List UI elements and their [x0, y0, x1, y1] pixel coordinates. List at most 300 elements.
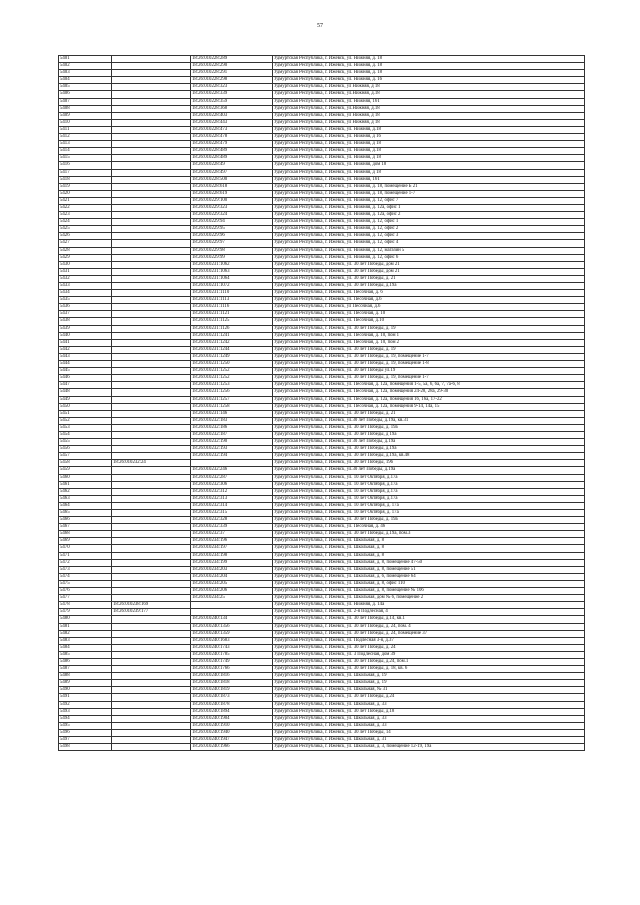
row-number-cell: 5470 — [59, 545, 112, 552]
land-cadastral-number-cell: 18:26:010238:169 — [112, 602, 191, 609]
building-cadastral-number-cell: 18:26:010229:99 — [191, 254, 273, 261]
building-cadastral-number-cell: 18:26:010240:1894 — [191, 708, 273, 715]
land-cadastral-number-cell — [112, 169, 191, 176]
table-row — [59, 524, 585, 531]
table-row — [59, 488, 585, 495]
building-cadastral-number-cell: 18:26:010231:1244 — [191, 346, 273, 353]
land-cadastral-number-cell — [112, 531, 191, 538]
building-cadastral-number-cell: 18:26:010232:328 — [191, 517, 273, 524]
land-cadastral-number-cell — [112, 91, 191, 98]
address-cell: Удмуртская Республика, г. Ижевск, ул. Нижняя, д. 12, офис 6 — [273, 254, 585, 261]
table-row — [59, 495, 585, 502]
building-cadastral-number-cell: 18:26:010229:100 — [191, 197, 273, 204]
address-cell: Удмуртская Республика, г. Ижевск, ул Нижняя, д 18 — [273, 112, 585, 119]
row-number-cell: 5411 — [59, 126, 112, 133]
address-cell: Удмуртская Республика, г. Ижевск, ул. Школьная, д. 33 — [273, 715, 585, 722]
row-number-cell: 5437 — [59, 311, 112, 318]
address-cell: Удмуртская Республика, г. Ижевск, ул.Нижняя, д.18 — [273, 91, 585, 98]
table-row — [59, 417, 585, 424]
address-cell: Удмуртская Республика, г. Ижевск, ул. 30 лет Победы, д. 19а — [273, 517, 585, 524]
address-cell: Удмуртская Республика, г. Ижевск, ул. 30 лет Победы, 19б — [273, 460, 585, 467]
building-cadastral-number-cell: 18:26:010229:95 — [191, 226, 273, 233]
table-row — [59, 566, 585, 573]
row-number-cell: 5415 — [59, 155, 112, 162]
address-cell: Удмуртская Республика, г. Ижевск, ул. Нижняя, 16Т — [273, 98, 585, 105]
table-row — [59, 424, 585, 431]
building-cadastral-number-cell: 18:26:010231:1257 — [191, 396, 273, 403]
address-cell: Удмуртская Республика, г. Ижевск, ул. Школьная, д. 3, помещение 12-19, 19а — [273, 744, 585, 751]
row-number-cell: 5448 — [59, 389, 112, 396]
address-cell: Удмуртская Республика, г. Ижевск, ул. Школьная, № 31 — [273, 687, 585, 694]
address-cell: Удмуртская Республика, г. Ижевск, ул. Нижняя, д. 18, помещение Б 21 — [273, 183, 585, 190]
land-cadastral-number-cell — [112, 673, 191, 680]
land-cadastral-number-cell — [112, 623, 191, 630]
building-cadastral-number-cell: 18:26:010231:1063 — [191, 268, 273, 275]
land-cadastral-number-cell — [112, 226, 191, 233]
building-cadastral-number-cell: 18:26:010232:339 — [191, 524, 273, 531]
address-cell: Удмуртская Республика, г. Ижевск, ул. 30 лет Победы, д. 19, помещение 1-7 — [273, 353, 585, 360]
land-cadastral-number-cell — [112, 680, 191, 687]
table-row — [59, 616, 585, 623]
table-row — [59, 304, 585, 311]
land-cadastral-number-cell — [112, 722, 191, 729]
row-number-cell: 5422 — [59, 204, 112, 211]
row-number-cell: 5461 — [59, 481, 112, 488]
address-cell: Удмуртская Республика, г. Ижевск, ул. Нижняя, д 18 — [273, 169, 585, 176]
row-number-cell: 5467 — [59, 524, 112, 531]
row-number-cell: 5429 — [59, 254, 112, 261]
land-cadastral-number-cell — [112, 701, 191, 708]
land-cadastral-number-cell — [112, 183, 191, 190]
table-row — [59, 91, 585, 98]
address-cell: Удмуртская Республика, г. Ижевск, ул. 30 лет Победы, д. 24, пом. 4 — [273, 623, 585, 630]
address-cell: Удмуртская Республика, г. Ижевск, ул. Нижняя, д.18 — [273, 126, 585, 133]
building-cadastral-number-cell: 18:26:010231:1249 — [191, 353, 273, 360]
row-number-cell: 5423 — [59, 212, 112, 219]
land-cadastral-number-cell — [112, 687, 191, 694]
building-cadastral-number-cell: 18:26:010240:1878 — [191, 701, 273, 708]
row-number-cell: 5417 — [59, 169, 112, 176]
table-row — [59, 56, 585, 63]
address-cell: Удмуртская Республика, г. Ижевск, ул. Нижняя, д.18 — [273, 148, 585, 155]
land-cadastral-number-cell — [112, 446, 191, 453]
row-number-cell: 5493 — [59, 708, 112, 715]
row-number-cell: 5473 — [59, 566, 112, 573]
land-cadastral-number-cell — [112, 715, 191, 722]
building-cadastral-number-cell: 18:26:010240:1785 — [191, 651, 273, 658]
building-cadastral-number-cell: 18:26:010240:1947 — [191, 737, 273, 744]
land-cadastral-number-cell — [112, 510, 191, 517]
building-cadastral-number-cell: 18:26:010234:203 — [191, 566, 273, 573]
land-cadastral-number-cell — [112, 297, 191, 304]
address-cell: Удмуртская Республика, г. Ижевск, ул. Нижняя, д 18 — [273, 155, 585, 162]
table-row — [59, 197, 585, 204]
table-row — [59, 382, 585, 389]
land-cadastral-number-cell — [112, 538, 191, 545]
table-row — [59, 545, 585, 552]
address-cell: Удмуртская Республика, г. Ижевск, ул. 30 лет Победы, д. 19 — [273, 325, 585, 332]
table-row — [59, 353, 585, 360]
building-cadastral-number-cell: 18:26:010234:206 — [191, 588, 273, 595]
address-cell: Удмуртская Республика, г. Ижевск, ул. Школьная, дом № 6, помещение 2 — [273, 595, 585, 602]
row-number-cell: 5452 — [59, 417, 112, 424]
building-cadastral-number-cell: 18:26:010231:1252 — [191, 375, 273, 382]
table-row — [59, 701, 585, 708]
row-number-cell: 5486 — [59, 658, 112, 665]
address-cell: Удмуртская Республика, г. Ижевск, ул. Школьная, д. 19 — [273, 680, 585, 687]
address-cell: Удмуртская Республика, г. Ижевск, ул. Нижняя, д. 12, офис 2 — [273, 226, 585, 233]
building-cadastral-number-cell: 18:26:010231:1241 — [191, 332, 273, 339]
building-cadastral-number-cell: 18:26:010240:1749 — [191, 658, 273, 665]
table-row — [59, 283, 585, 290]
table-row — [59, 666, 585, 673]
land-cadastral-number-cell — [112, 346, 191, 353]
land-cadastral-number-cell — [112, 389, 191, 396]
land-cadastral-number-cell: 18:26:010232:24 — [112, 460, 191, 467]
table-row — [59, 722, 585, 729]
table-row — [59, 240, 585, 247]
row-number-cell: 5498 — [59, 744, 112, 751]
address-cell: Удмуртская Республика, г. Ижевск, ул. Нижняя, д. 12, офис 1 — [273, 219, 585, 226]
land-cadastral-number-cell — [112, 176, 191, 183]
land-cadastral-number-cell — [112, 566, 191, 573]
row-number-cell: 5483 — [59, 637, 112, 644]
row-number-cell: 5444 — [59, 361, 112, 368]
building-cadastral-number-cell: 18:26:010231:146 — [191, 410, 273, 417]
land-cadastral-number-cell — [112, 637, 191, 644]
address-cell: Удмуртская Республика, г. Ижевск, ул. Школьная, д. 8 — [273, 538, 585, 545]
table-row — [59, 651, 585, 658]
land-cadastral-number-cell — [112, 290, 191, 297]
address-cell: Удмуртская Республика, г. Ижевск, ул. Песочная, д. 10 — [273, 311, 585, 318]
table-row — [59, 297, 585, 304]
address-cell: Удмуртская Республика, г. Ижевск, ул. 10 лет Октября, д.17а — [273, 481, 585, 488]
address-cell: Удмуртская Республика, г. Ижевск, ул. Песочная, д.10 — [273, 318, 585, 325]
table-row — [59, 517, 585, 524]
table-row — [59, 375, 585, 382]
row-number-cell: 5481 — [59, 623, 112, 630]
table-row — [59, 268, 585, 275]
table-row — [59, 510, 585, 517]
building-cadastral-number-cell: 18:26:010232:312 — [191, 488, 273, 495]
land-cadastral-number-cell — [112, 708, 191, 715]
address-cell: Удмуртская Республика, г. Ижевск, ул. Песочная, д. 12а, помещения 24-28, 28а, 29-30 — [273, 389, 585, 396]
table-row — [59, 630, 585, 637]
land-cadastral-number-cell — [112, 744, 191, 751]
land-cadastral-number-cell — [112, 616, 191, 623]
land-cadastral-number-cell — [112, 453, 191, 460]
table-row — [59, 673, 585, 680]
land-cadastral-number-cell — [112, 424, 191, 431]
address-cell: Удмуртская Республика, г. Ижевск, ул. Песочная, д. 12а, помещения 16, 16а, 17-22 — [273, 396, 585, 403]
table-row — [59, 325, 585, 332]
building-cadastral-number-cell: 18:26:010232:193 — [191, 446, 273, 453]
building-cadastral-number-cell: 18:26:010229:98 — [191, 247, 273, 254]
address-cell: Удмуртская Республика, г. Ижевск, ул. 30 лет Победы, д.19а — [273, 446, 585, 453]
table-row — [59, 531, 585, 538]
table-row — [59, 389, 585, 396]
row-number-cell: 5427 — [59, 240, 112, 247]
land-cadastral-number-cell — [112, 666, 191, 673]
land-cadastral-number-cell — [112, 552, 191, 559]
row-number-cell: 5428 — [59, 247, 112, 254]
table-row — [59, 155, 585, 162]
row-number-cell: 5440 — [59, 332, 112, 339]
row-number-cell: 5471 — [59, 552, 112, 559]
row-number-cell: 5464 — [59, 502, 112, 509]
land-cadastral-number-cell — [112, 268, 191, 275]
row-number-cell: 5421 — [59, 197, 112, 204]
address-cell: Удмуртская Республика, г. Ижевск, ул. 10 лет Октября, д.17а — [273, 488, 585, 495]
table-row — [59, 112, 585, 119]
table-row — [59, 694, 585, 701]
address-cell: Удмуртская Республика, г. Ижевск, ул. Школьная, д. 8 — [273, 545, 585, 552]
land-cadastral-number-cell — [112, 233, 191, 240]
building-cadastral-number-cell: 18:26:010228:298 — [191, 77, 273, 84]
building-cadastral-number-cell: 18:26:010240:1910 — [191, 722, 273, 729]
building-cadastral-number-cell: 18:26:010228:497 — [191, 169, 273, 176]
row-number-cell: 5436 — [59, 304, 112, 311]
table-row — [59, 467, 585, 474]
table-row — [59, 658, 585, 665]
row-number-cell: 5457 — [59, 453, 112, 460]
row-number-cell: 5489 — [59, 680, 112, 687]
building-cadastral-number-cell: 18:26:010240:1766 — [191, 666, 273, 673]
building-cadastral-number-cell: 18:26:010231:1250 — [191, 361, 273, 368]
address-cell: Удмуртская Республика, г. Ижевск, ул. 30 лет Победы, д. 19, помещение 1-7 — [273, 375, 585, 382]
table-row — [59, 595, 585, 602]
table-row — [59, 119, 585, 126]
land-cadastral-number-cell — [112, 70, 191, 77]
row-number-cell: 5412 — [59, 134, 112, 141]
building-cadastral-number-cell: 18:26:010228:489 — [191, 155, 273, 162]
land-cadastral-number-cell — [112, 204, 191, 211]
building-cadastral-number-cell: 18:26:010231:1258 — [191, 403, 273, 410]
row-number-cell: 5439 — [59, 325, 112, 332]
row-number-cell: 5401 — [59, 56, 112, 63]
address-cell: Удмуртская Республика, г. Ижевск, ул. Подлесная 3-я, д.37 — [273, 637, 585, 644]
row-number-cell: 5403 — [59, 70, 112, 77]
address-cell: Удмуртская Республика, г. Ижевск, ул. Нижняя, д. 12, офис 3 — [273, 233, 585, 240]
address-cell: Удмуртская Республика, г. Ижевск, ул. 30 лет Победы, д. 24, помещение 37 — [273, 630, 585, 637]
row-number-cell: 5478 — [59, 602, 112, 609]
row-number-cell: 5446 — [59, 375, 112, 382]
table-row — [59, 254, 585, 261]
land-cadastral-number-cell — [112, 190, 191, 197]
building-cadastral-number-cell: 18:26:010240:1743 — [191, 644, 273, 651]
land-cadastral-number-cell — [112, 417, 191, 424]
land-cadastral-number-cell — [112, 524, 191, 531]
row-number-cell: 5463 — [59, 495, 112, 502]
table-row — [59, 431, 585, 438]
table-row — [59, 439, 585, 446]
address-cell: Удмуртская Республика, г. Ижевск, ул. Нижняя, д 18 — [273, 141, 585, 148]
building-cadastral-number-cell — [191, 602, 273, 609]
row-number-cell: 5491 — [59, 694, 112, 701]
table-row — [59, 162, 585, 169]
building-cadastral-number-cell: 18:26:010234:205 — [191, 580, 273, 587]
address-cell: Удмуртская Республика, г. Ижевск, ул. 30 лет Победы, д. 19а — [273, 424, 585, 431]
address-cell: Удмуртская Республика, г. Ижевск, ул. 10 лет Октября, д. 17а — [273, 510, 585, 517]
row-number-cell: 5443 — [59, 353, 112, 360]
building-cadastral-number-cell: 18:26:010229:324 — [191, 212, 273, 219]
table-row — [59, 474, 585, 481]
row-number-cell: 5432 — [59, 275, 112, 282]
row-number-cell: 5482 — [59, 630, 112, 637]
building-cadastral-number-cell: 18:26:010231:1253 — [191, 382, 273, 389]
land-cadastral-number-cell — [112, 573, 191, 580]
row-number-cell: 5472 — [59, 559, 112, 566]
building-cadastral-number-cell: 18:26:010228:403 — [191, 112, 273, 119]
land-cadastral-number-cell — [112, 325, 191, 332]
land-cadastral-number-cell — [112, 580, 191, 587]
land-cadastral-number-cell — [112, 311, 191, 318]
land-cadastral-number-cell — [112, 410, 191, 417]
table-row — [59, 176, 585, 183]
row-number-cell: 5477 — [59, 595, 112, 602]
address-cell: Удмуртская Республика, г. Ижевск, ул Песочная, д.6 — [273, 304, 585, 311]
land-cadastral-number-cell — [112, 126, 191, 133]
land-cadastral-number-cell — [112, 729, 191, 736]
table-row — [59, 311, 585, 318]
land-cadastral-number-cell — [112, 261, 191, 268]
land-cadastral-number-cell — [112, 339, 191, 346]
row-number-cell: 5404 — [59, 77, 112, 84]
address-cell: Удмуртская Республика, г. Ижевск, ул. 30 лет Победы, д.19а, кв.48 — [273, 453, 585, 460]
row-number-cell: 5430 — [59, 261, 112, 268]
land-cadastral-number-cell — [112, 212, 191, 219]
address-cell: Удмуртская Республика, г. Ижевск, ул. Нижняя, д. 12, магазин 5 — [273, 247, 585, 254]
building-cadastral-number-cell: 18:26:010232:314 — [191, 502, 273, 509]
land-cadastral-number-cell — [112, 240, 191, 247]
row-number-cell: 5492 — [59, 701, 112, 708]
address-cell: Удмуртская Республика, г. Ижевск, ул. Песочная, д.6 — [273, 297, 585, 304]
table-row — [59, 183, 585, 190]
row-number-cell: 5459 — [59, 467, 112, 474]
row-number-cell: 5497 — [59, 737, 112, 744]
address-cell: Удмуртская Республика, г. Ижевск, ул Нижняя, д 18 — [273, 119, 585, 126]
address-cell: Удмуртская Республика, г. Ижевск, ул. Нижняя, д. 18 — [273, 56, 585, 63]
row-number-cell: 5431 — [59, 268, 112, 275]
row-number-cell: 5495 — [59, 722, 112, 729]
table-row — [59, 588, 585, 595]
building-cadastral-number-cell: 18:26:010234:197 — [191, 545, 273, 552]
table-row — [59, 219, 585, 226]
building-cadastral-number-cell: 18:26:010232:246 — [191, 467, 273, 474]
building-cadastral-number-cell: 18:26:010228:368 — [191, 105, 273, 112]
land-cadastral-number-cell — [112, 141, 191, 148]
building-cadastral-number-cell: 18:26:010234:198 — [191, 552, 273, 559]
land-cadastral-number-cell — [112, 595, 191, 602]
building-cadastral-number-cell: 18:26:010240:1819 — [191, 687, 273, 694]
table-row — [59, 623, 585, 630]
table-row — [59, 687, 585, 694]
table-row — [59, 226, 585, 233]
table-row — [59, 481, 585, 488]
building-cadastral-number-cell: 18:26:010232:187 — [191, 431, 273, 438]
address-cell: Удмуртская Республика, г. Ижевск, ул. Школьная, д. 8, помещение № 106 — [273, 588, 585, 595]
table-row — [59, 403, 585, 410]
building-cadastral-number-cell: 18:26:010231:1126 — [191, 325, 273, 332]
table-row — [59, 169, 585, 176]
table-row — [59, 70, 585, 77]
building-cadastral-number-cell: 18:26:010228:478 — [191, 134, 273, 141]
address-cell: Удмуртская Республика, г. Ижевск, ул. Школьная, д. 8 — [273, 552, 585, 559]
building-cadastral-number-cell: 18:26:010228:339 — [191, 91, 273, 98]
land-cadastral-number-cell — [112, 559, 191, 566]
building-cadastral-number-cell: 18:26:010228:489 — [191, 148, 273, 155]
building-cadastral-number-cell: 18:26:010231:1125 — [191, 318, 273, 325]
building-cadastral-number-cell: 18:26:010240:1359 — [191, 630, 273, 637]
land-cadastral-number-cell — [112, 375, 191, 382]
building-cadastral-number-cell: 18:26:010232:194 — [191, 453, 273, 460]
address-cell: Удмуртская Республика, г. Ижевск, ул. Школьная, д. 8, помещение 47-50 — [273, 559, 585, 566]
table-row — [59, 538, 585, 545]
land-cadastral-number-cell — [112, 545, 191, 552]
table-row — [59, 247, 585, 254]
address-cell: Удмуртская Республика, г. Ижевск, ул. Песочная, д. 6 — [273, 290, 585, 297]
building-cadastral-number-cell: 18:26:010228:619 — [191, 190, 273, 197]
row-number-cell: 5451 — [59, 410, 112, 417]
address-cell: Удмуртская Республика, г. Ижевск, ул. 30 лет Победы, д 19а — [273, 431, 585, 438]
building-cadastral-number-cell: 18:26:010229:94 — [191, 219, 273, 226]
address-cell: Удмуртская Республика, г. Ижевск, ул.Нижняя, д.18 — [273, 105, 585, 112]
table-row — [59, 460, 585, 467]
row-number-cell: 5438 — [59, 318, 112, 325]
building-cadastral-number-cell: 18:26:010229:323 — [191, 204, 273, 211]
building-cadastral-number-cell: 18:26:010232:186 — [191, 424, 273, 431]
row-number-cell: 5418 — [59, 176, 112, 183]
table-row — [59, 148, 585, 155]
building-cadastral-number-cell: 18:26:010228:290 — [191, 63, 273, 70]
row-number-cell: 5445 — [59, 368, 112, 375]
building-cadastral-number-cell — [191, 609, 273, 616]
land-cadastral-number-cell — [112, 318, 191, 325]
building-cadastral-number-cell: 18:26:010228:500 — [191, 176, 273, 183]
address-cell: Удмуртская Республика, г. Ижевск, ул. 30 лет Победы, д. 19, помещение 1-8 — [273, 361, 585, 368]
registry-table — [58, 55, 585, 751]
building-cadastral-number-cell: 18:26:010240:1873 — [191, 694, 273, 701]
address-cell: Удмуртская Республика, г. Ижевск, ул. Нижняя, 16Т — [273, 176, 585, 183]
land-cadastral-number-cell — [112, 119, 191, 126]
table-row — [59, 361, 585, 368]
building-cadastral-number-cell: 18:26:010228:479 — [191, 141, 273, 148]
row-number-cell: 5413 — [59, 141, 112, 148]
row-number-cell: 5409 — [59, 112, 112, 119]
row-number-cell: 5487 — [59, 666, 112, 673]
land-cadastral-number-cell — [112, 98, 191, 105]
address-cell: Удмуртская Республика, г. Ижевск, ул. 10 лет Октября, д.17а — [273, 474, 585, 481]
row-number-cell: 5458 — [59, 460, 112, 467]
address-cell: Удмуртская Республика, г. Ижевск, ул. Школьная, д. 33 — [273, 722, 585, 729]
building-cadastral-number-cell: 18:26:010240:1966 — [191, 744, 273, 751]
table-row — [59, 318, 585, 325]
building-cadastral-number-cell: 18:26:010240:1904 — [191, 715, 273, 722]
address-cell: Удмуртская Республика, г. Ижевск, ул. 2-я Подлесная, 4 — [273, 609, 585, 616]
address-cell: Удмуртская Республика, г. Ижевск, ул. 30 лет Победы, дом 21 — [273, 268, 585, 275]
row-number-cell: 5453 — [59, 424, 112, 431]
building-cadastral-number-cell: 18:26:010228:359 — [191, 98, 273, 105]
land-cadastral-number-cell — [112, 361, 191, 368]
land-cadastral-number-cell — [112, 162, 191, 169]
land-cadastral-number-cell — [112, 275, 191, 282]
row-number-cell: 5426 — [59, 233, 112, 240]
row-number-cell: 5408 — [59, 105, 112, 112]
row-number-cell: 5441 — [59, 339, 112, 346]
land-cadastral-number-cell — [112, 197, 191, 204]
row-number-cell: 5406 — [59, 91, 112, 98]
land-cadastral-number-cell — [112, 105, 191, 112]
